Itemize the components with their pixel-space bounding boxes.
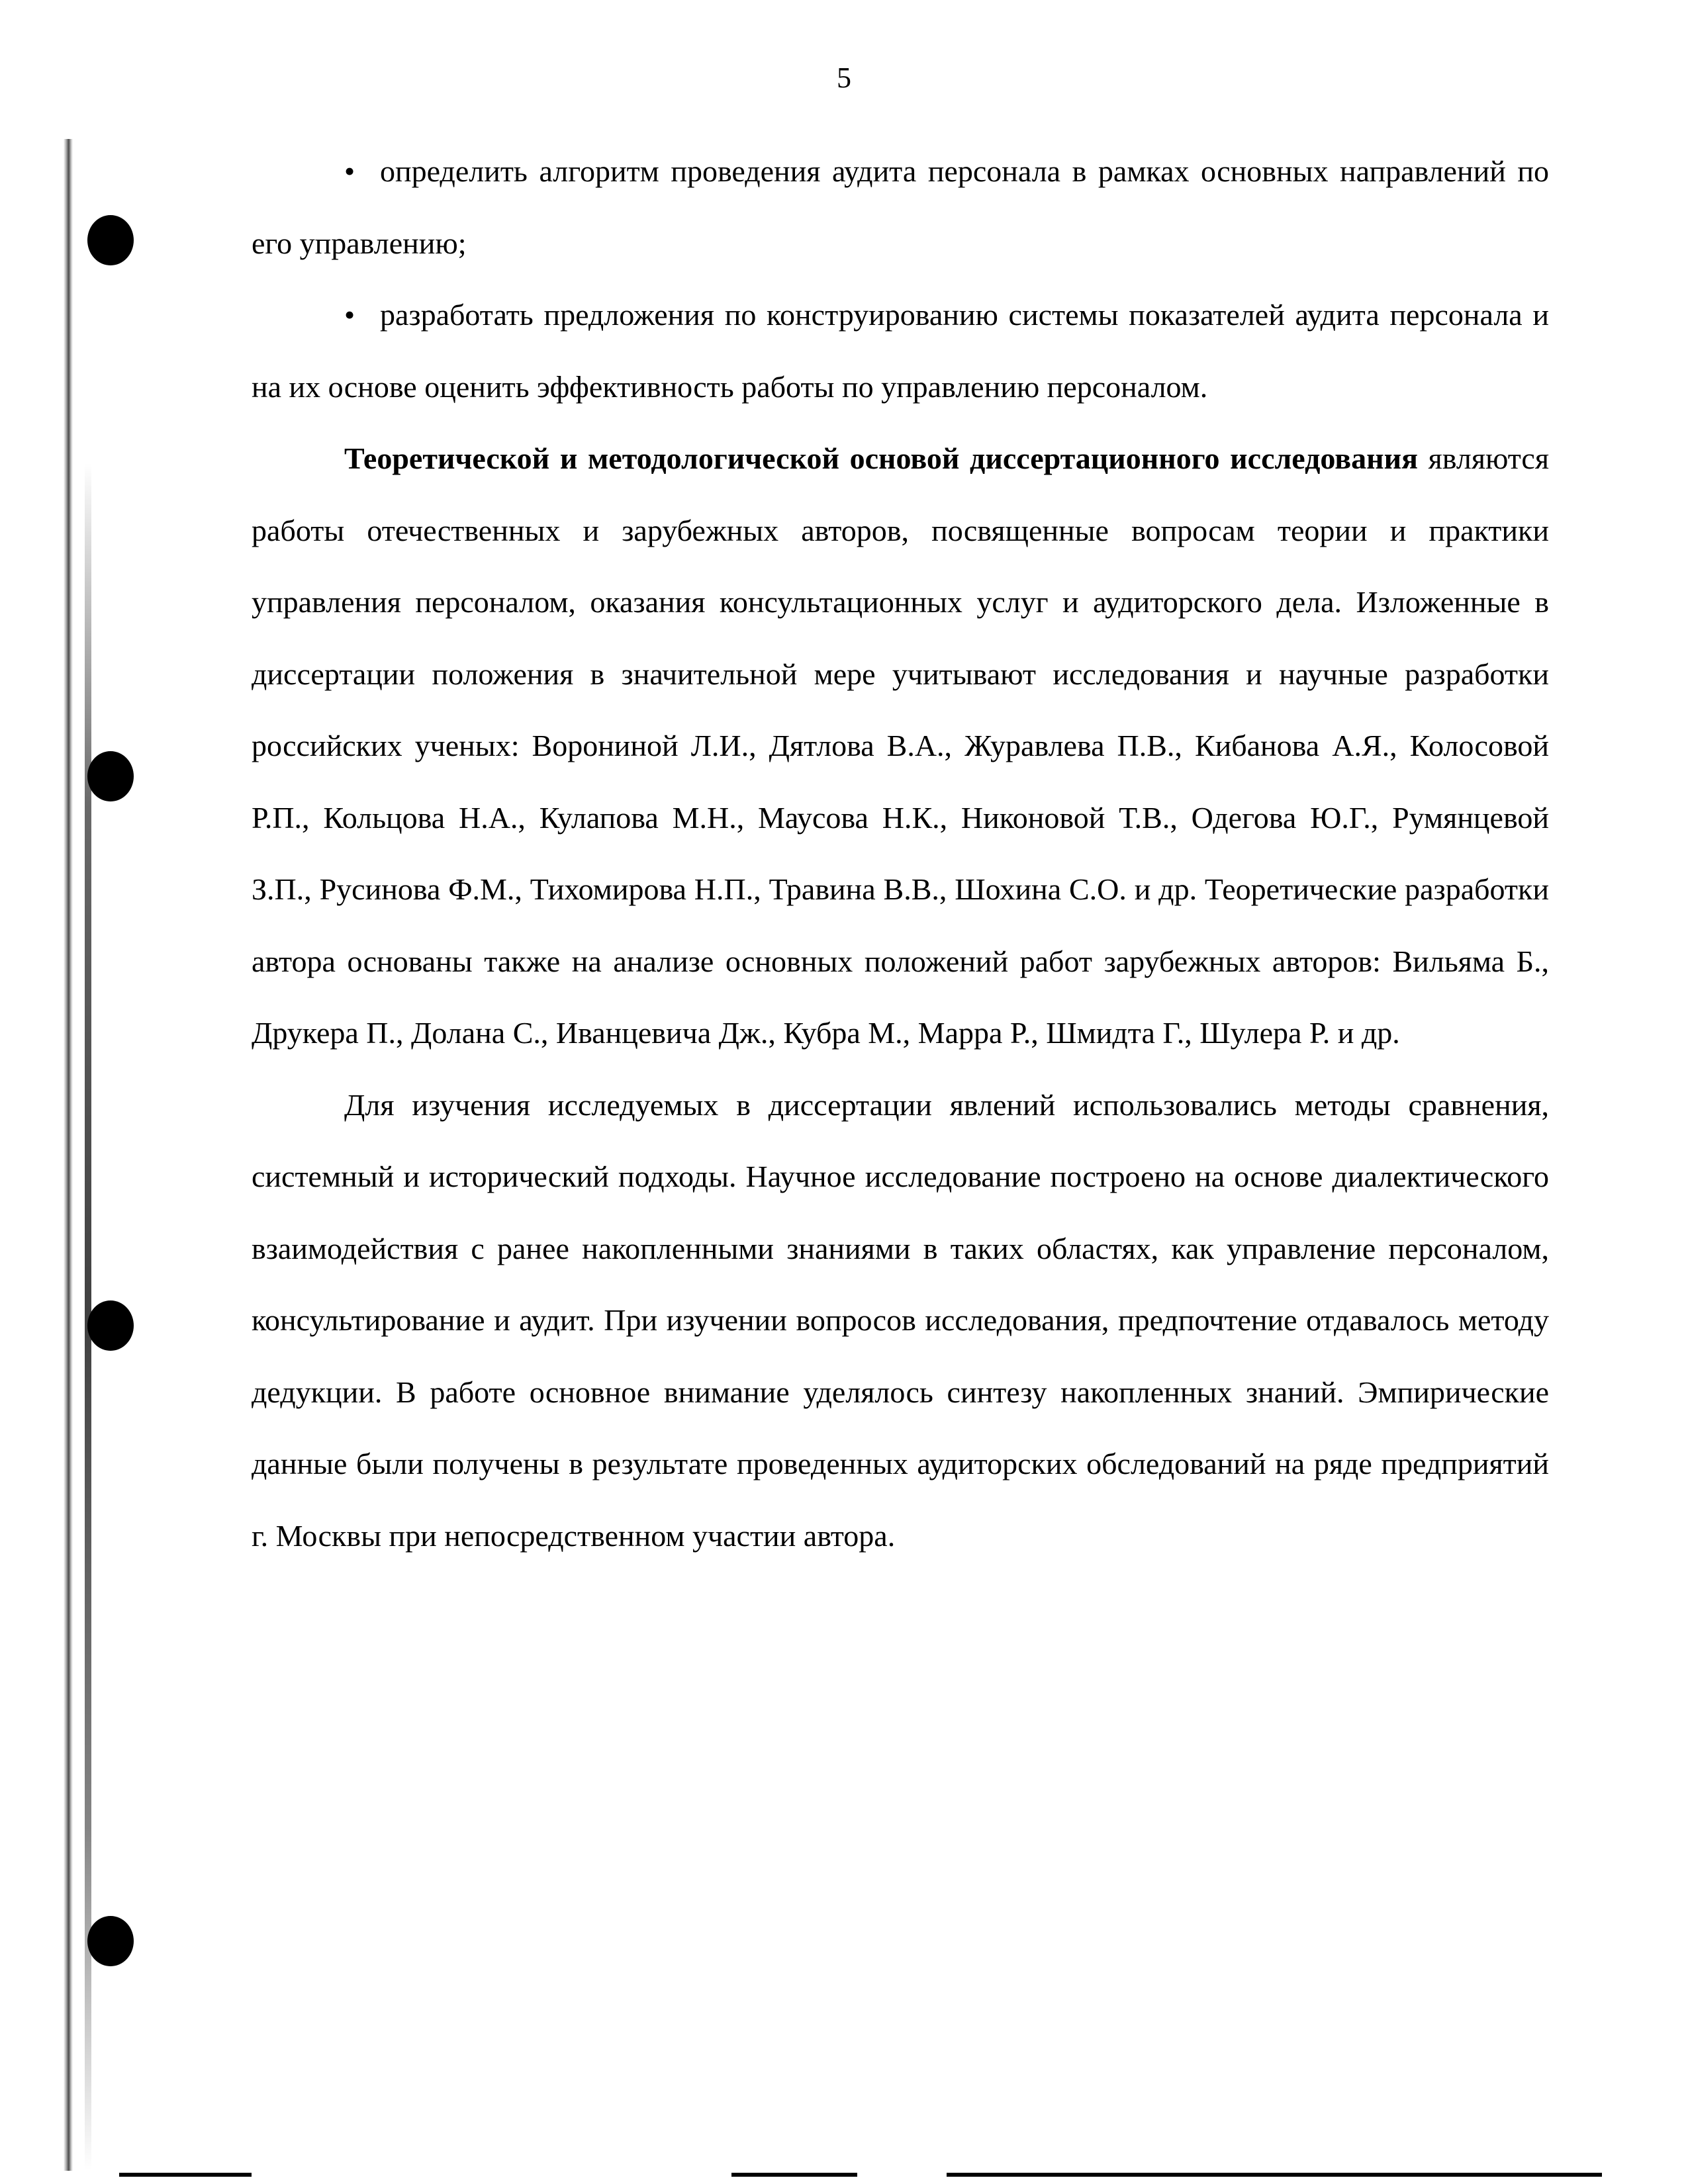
- punch-hole-top: [87, 215, 134, 265]
- punch-hole-bottom: [87, 1916, 134, 1966]
- bottom-scan-smudge-left: [119, 2173, 252, 2177]
- document-body: [252, 136, 1549, 1572]
- scan-edge-artifact: [64, 139, 73, 2171]
- bullet-text-proposals: разработать предложения по конструированию системы показателей аудита персонала и на их основе оценить эффективность работы по управлению персоналом.: [252, 298, 1549, 404]
- page-number: 5: [837, 62, 851, 94]
- bullet-item-algorithm: [252, 136, 1549, 279]
- punch-hole-upper-middle: [87, 751, 134, 801]
- bullet-icon: •: [344, 154, 355, 188]
- bullet-icon: •: [344, 298, 355, 332]
- paragraph-methodology: [252, 423, 1549, 1069]
- bottom-scan-smudge-right: [947, 2173, 1602, 2177]
- bullet-text-algorithm: определить алгоритм проведения аудита персонала в рамках основных направлений по его управлению;: [252, 154, 1549, 260]
- bottom-scan-smudge-middle: [731, 2173, 857, 2177]
- paragraph-methodology-heading: Теоретической и методологической основой диссертационного исследования: [344, 441, 1418, 475]
- bullet-item-proposals: [252, 279, 1549, 423]
- paragraph-methods: Для изучения исследуемых в диссертации явлений использовались методы сравнения, системный и исторический подходы. Научное исследование построено на основе диалектического взаимодействия с ранее накопленными знаниями в таких областях, как управление персоналом, консультирование и аудит. При изучении вопросов исследования, предпочтение отдавалось методу дедукции. В работе основное внимание уделялось синтезу накопленных знаний. Эмпирические данные были получены в результате проведенных аудиторских обследований на ряде предприятий г. Москвы при непосредственном участии автора.: [252, 1087, 1549, 1553]
- punch-hole-lower-middle: [87, 1300, 134, 1351]
- paragraph-methodology-text: являются работы отечественных и зарубежных авторов, посвященные вопросам теории и практики управления персоналом, оказания консультационных услуг и аудиторского дела. Изложенные в диссертации положения в значительной мере учитывают исследования и научные разработки российских ученых: Ворониной Л.И., Дятлова В.А., Журавлева П.В., Кибанова А.Я., Колосовой Р.П., Кольцова Н.А., Кулапова М.Н., Маусова Н.К., Никоновой Т.В., Одегова Ю.Г., Румянцевой З.П., Русинова Ф.М., Тихомирова Н.П., Травина В.В., Шохина С.О. и др. Теоретические разработки автора основаны также на анализе основных положений работ зарубежных авторов: Вильяма Б., Друкера П., Долана С., Иванцевича Дж., Кубра М., Марра Р., Шмидта Г., Шулера Р. и др.: [252, 441, 1549, 1050]
